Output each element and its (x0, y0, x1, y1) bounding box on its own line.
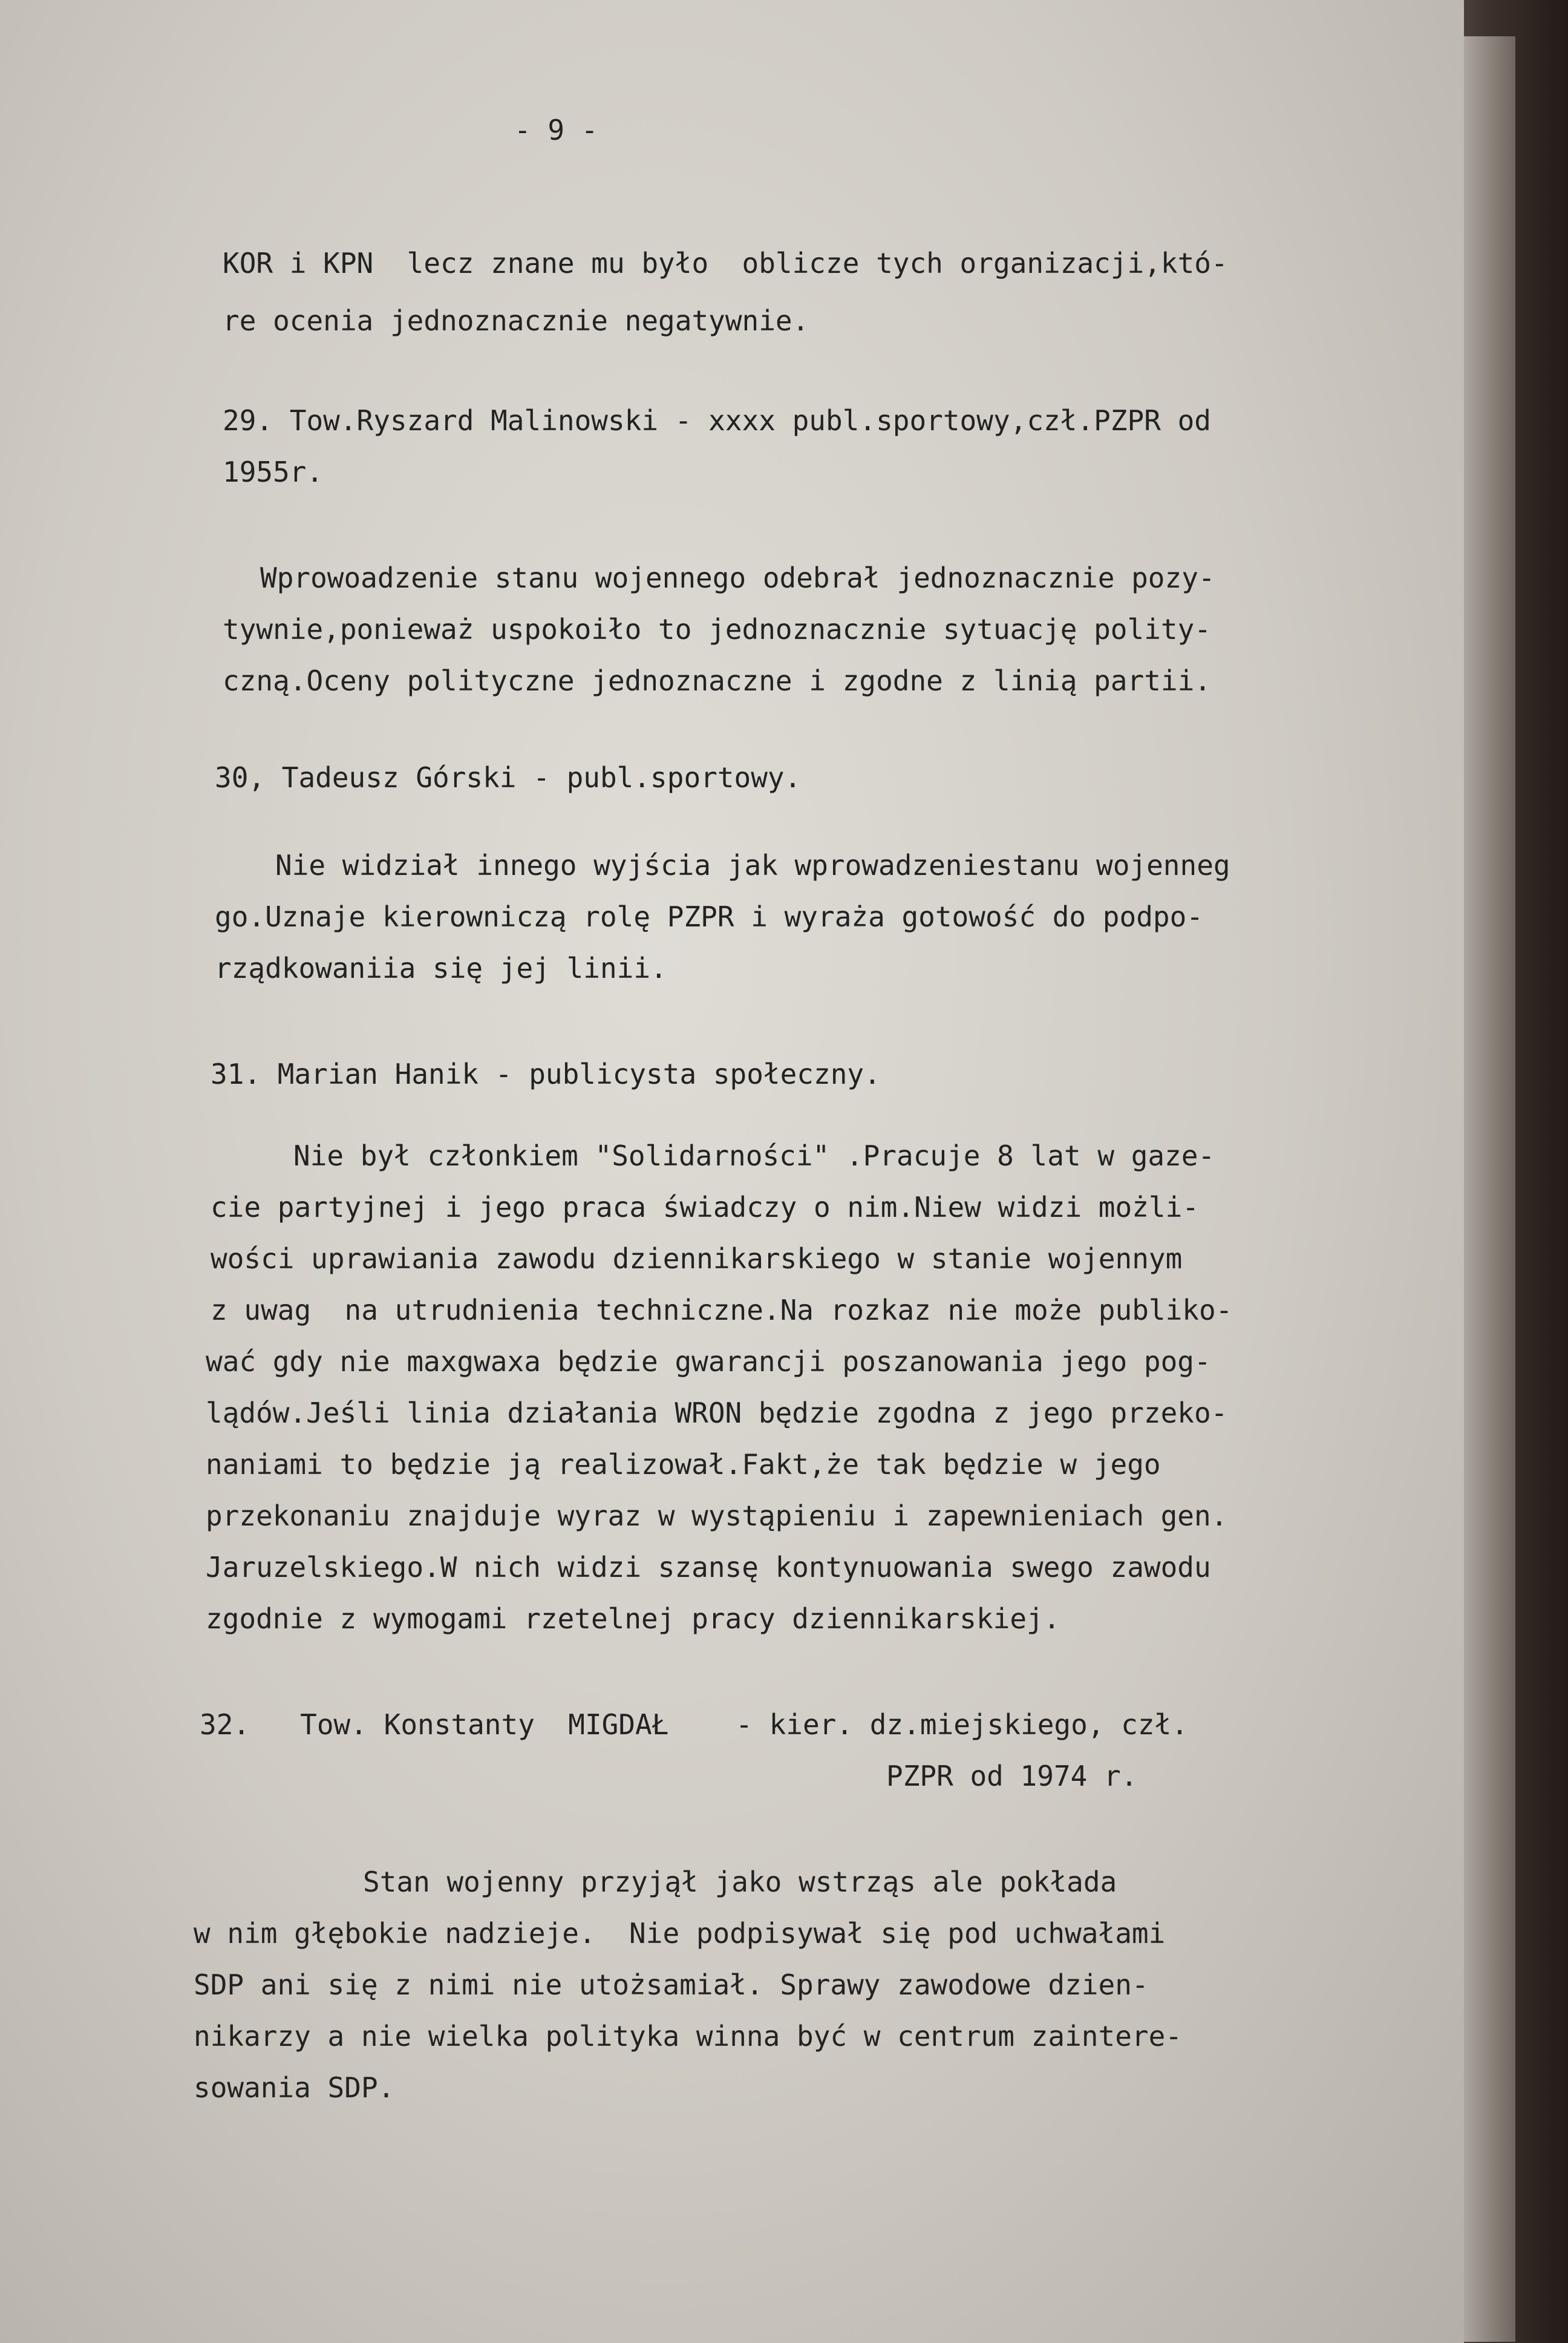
text-line: Stan wojenny przyjął jako wstrząs ale pokłada (363, 1866, 1117, 1898)
text-line: zgodnie z wymogami rzetelnej pracy dziennikarskiej. (206, 1602, 1060, 1635)
text-line: lądów.Jeśli linia działania WRON będzie zgodna z jego przeko- (206, 1397, 1228, 1429)
text-line: 1955r. (223, 456, 324, 488)
text-line: Nie widział innego wyjścia jak wprowadzeniestanu wojenneg (275, 849, 1230, 882)
text-line: SDP ani się z nimi nie utożsamiał. Sprawy zawodowe dzien- (194, 1968, 1149, 2001)
text-line: wać gdy nie maxgwaxa będzie gwarancji poszanowania jego pog- (206, 1345, 1211, 1378)
entry-heading-31: 31. Marian Hanik - publicysta społeczny. (211, 1058, 881, 1090)
text-line: tywnie,ponieważ uspokoiło to jednoznacznie sytuację polity- (223, 613, 1211, 646)
entry-heading-30: 30, Tadeusz Górski - publ.sportowy. (215, 761, 802, 794)
text-line: naniami to będzie ją realizował.Fakt,że tak będzie w jego (206, 1448, 1161, 1481)
entry-heading-32: 32. Tow. Konstanty MIGDAŁ - kier. dz.miejskiego, czł. (200, 1708, 1188, 1741)
page-number: - 9 - (514, 114, 598, 146)
text-line: PZPR od 1974 r. (886, 1760, 1138, 1792)
text-line: KOR i KPN lecz znane mu było oblicze tych organizacji,któ- (223, 247, 1228, 280)
text-line: nikarzy a nie wielka polityka winna być w centrum zaintere- (194, 2020, 1182, 2053)
text-line: wości uprawiania zawodu dziennikarskiego w stanie wojennym (211, 1242, 1183, 1275)
text-line: re ocenia jednoznacznie negatywnie. (223, 304, 809, 337)
text-line: Wprowoadzenie stanu wojennego odebrał jednoznacznie pozy- (260, 562, 1215, 594)
text-line: w nim głębokie nadzieje. Nie podpisywał się pod uchwałami (194, 1917, 1166, 1950)
text-line: sowania SDP. (194, 2071, 395, 2104)
text-line: Jaruzelskiego.W nich widzi szansę kontynuowania swego zawodu (206, 1551, 1211, 1584)
text-line: przekonaniu znajduje wyraz w wystąpieniu i zapewnieniach gen. (206, 1499, 1228, 1532)
entry-heading-29: 29. Tow.Ryszard Malinowski - xxxx publ.sportowy,czł.PZPR od (223, 404, 1211, 437)
text-line: z uwag na utrudnienia techniczne.Na rozkaz nie może publiko- (211, 1294, 1233, 1326)
text-line: go.Uznaje kierowniczą rolę PZPR i wyraża gotowość do podpo- (215, 900, 1203, 933)
text-line: Nie był członkiem "Solidarności" .Pracuje 8 lat w gaze- (293, 1139, 1215, 1172)
text-line: cie partyjnej i jego praca świadczy o nim.Niew widzi możli- (211, 1191, 1199, 1224)
text-line: czną.Oceny polityczne jednoznaczne i zgodne z linią partii. (223, 664, 1211, 697)
text-line: rządkowaniia się jej linii. (215, 952, 667, 985)
